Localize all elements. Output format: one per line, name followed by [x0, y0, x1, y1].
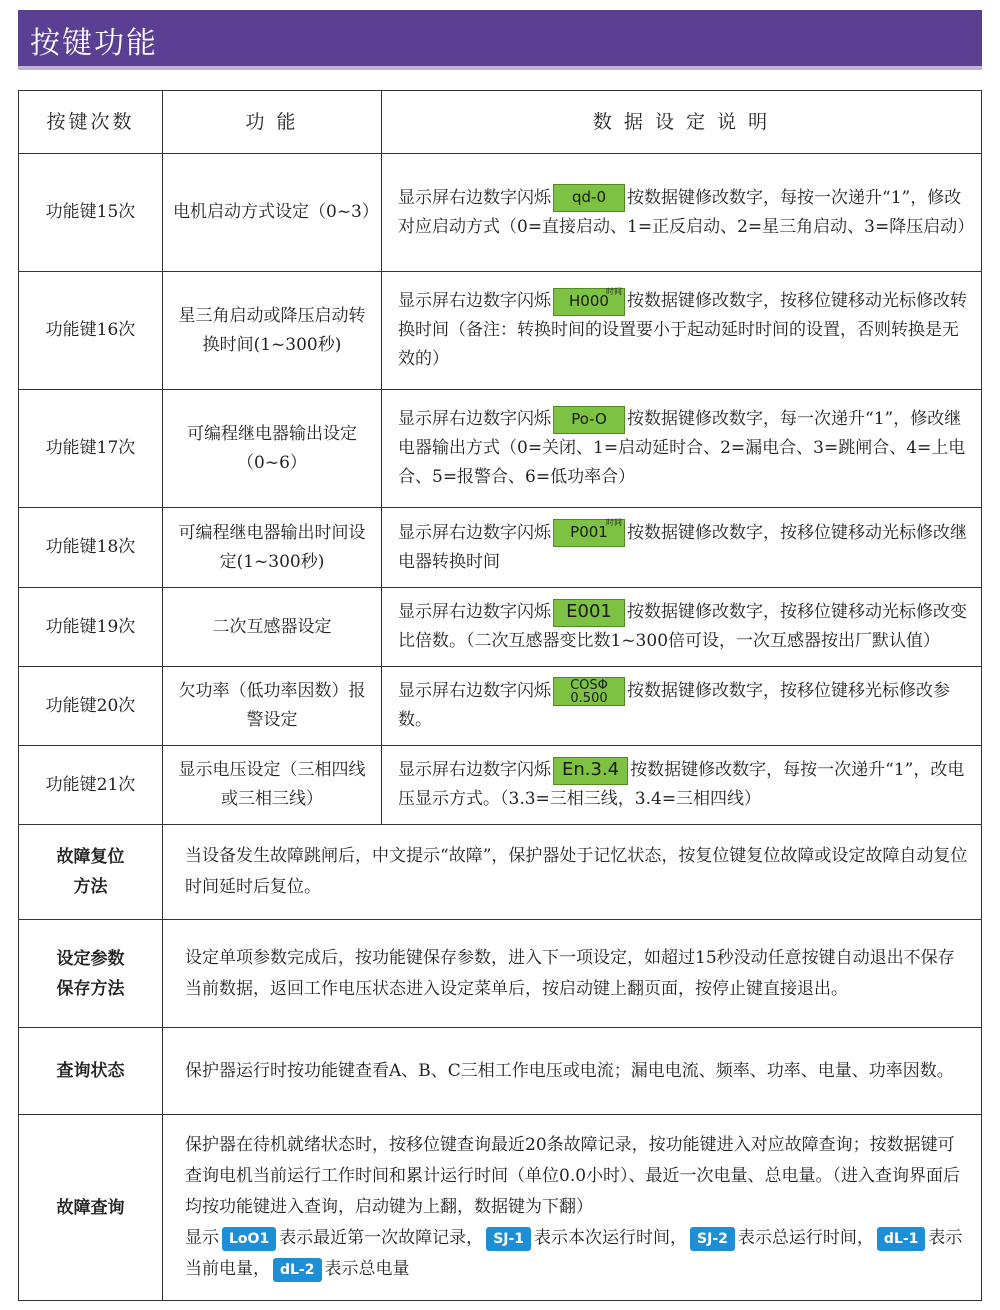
- fault-reset-text: 当设备发生故障跳闸后，中文提示“故障”，保护器处于记忆状态，按复位键复位故障或设定故障自动复位时间延时后复位。: [163, 825, 982, 920]
- chip-sj1-icon: SJ-1: [486, 1227, 531, 1251]
- function-cell: 星三角启动或降压启动转换时间(1~300秒): [163, 272, 382, 390]
- section-label-line2: 保存方法: [56, 978, 125, 999]
- lcd-text: qd-0: [572, 188, 606, 206]
- description-text: 按数据键修改数字，每一次递升“1”，修改继电器输出方式（0=关闭、1=启动延时合、2=漏电合、3=跳闸合、4=上电合、5=报警合、6=低功率合）: [398, 409, 966, 487]
- column-header-key-count: 按键次数: [19, 91, 163, 154]
- lcd-display-icon: [553, 288, 625, 316]
- description-prefix: 显示屏右边数字闪烁: [398, 187, 551, 208]
- key-count-cell: 功能键19次: [19, 588, 163, 667]
- description-text: 按数据键修改数字，按移位键移动光标修改转换时间（备注：转换时间的设置要小于起动延时时间的设置，否则转换是无效的）: [398, 291, 967, 369]
- description-text: 按数据键修改数字，每按一次递升“1”，改电压显示方式。（3.3=三相三线，3.4=三相四线）: [398, 760, 965, 809]
- chip-loo1-icon: LoO1: [222, 1227, 276, 1251]
- section-label-line2: 方法: [73, 877, 108, 897]
- description-prefix: 显示屏右边数字闪烁: [398, 760, 551, 780]
- save-method-row: [19, 920, 982, 1028]
- show-label: 显示: [185, 1228, 219, 1248]
- lcd-display-icon: [553, 599, 625, 627]
- chip-desc-5: 表示总电量: [324, 1259, 410, 1279]
- lcd-text: P001: [570, 523, 608, 541]
- table-row: [19, 154, 982, 272]
- query-status-row: [19, 1028, 982, 1115]
- fault-query-row: [19, 1115, 982, 1301]
- description-prefix: 显示屏右边数字闪烁: [398, 409, 551, 429]
- lcd-text: Po-O: [571, 409, 607, 428]
- description-prefix: 显示屏右边数字闪烁: [398, 681, 551, 701]
- section-label-line1: 设定参数: [56, 948, 125, 969]
- chip-desc-1: 表示最近第一次故障记录，: [279, 1228, 484, 1248]
- description-prefix: 显示屏右边数字闪烁: [398, 291, 551, 311]
- lcd-time-label: 时间: [606, 286, 622, 296]
- table-row: [19, 508, 982, 588]
- key-count-cell: 功能键16次: [19, 272, 163, 390]
- description-text: 按数据键修改数字，按移位键移光标修改参数。: [398, 681, 950, 730]
- table-row: [19, 746, 982, 825]
- chip-desc-3: 表示总运行时间，: [737, 1228, 874, 1248]
- description-cell: [382, 154, 982, 272]
- fault-reset-label: [19, 825, 163, 920]
- key-count-cell: 功能键21次: [19, 746, 163, 825]
- lcd-text: En.3.4: [562, 758, 620, 780]
- save-method-label: [19, 920, 163, 1028]
- key-function-table: [18, 90, 982, 1301]
- lcd-display-icon: [553, 519, 625, 547]
- description-prefix: 显示屏右边数字闪烁: [398, 602, 551, 622]
- header-banner: [18, 10, 982, 66]
- description-cell: [382, 667, 982, 746]
- description-cell: [382, 508, 982, 588]
- fault-query-text: 保护器在待机就绪状态时，按移位键查询最近20条故障记录，按功能键进入对应故障查询；按数据键可查询电机当前运行工作时间和累计运行时间（单位0.0小时）、最近一次电量、总电量。（进入查询界面后均按功能键进入查询，启动键为上翻，数据键为下翻）: [185, 1135, 961, 1217]
- page-title: 按键功能: [30, 26, 158, 61]
- chip-dl2-icon: dL-2: [273, 1258, 322, 1282]
- query-status-label: 查询状态: [19, 1028, 163, 1115]
- column-header-function: 功 能: [163, 91, 382, 154]
- lcd-display-icon: [553, 757, 628, 785]
- key-count-cell: 功能键17次: [19, 390, 163, 508]
- chip-dl1-icon: dL-1: [877, 1227, 926, 1251]
- chip-desc-4: 表示当前电量，: [185, 1228, 963, 1279]
- function-cell: 显示电压设定（三相四线或三相三线）: [163, 746, 382, 825]
- column-header-description: 数 据 设 定 说 明: [382, 91, 982, 154]
- function-cell: 二次互感器设定: [163, 588, 382, 667]
- chip-sj2-icon: SJ-2: [690, 1227, 735, 1251]
- lcd-display-icon: [553, 677, 625, 706]
- fault-reset-row: [19, 825, 982, 920]
- fault-query-cell: [163, 1115, 982, 1301]
- save-method-text: 设定单项参数完成后，按功能键保存参数，进入下一项设定，如超过15秒没动任意按键自动退出不保存当前数据，返回工作电压状态进入设定菜单后，按启动键上翻页面，按停止键直接退出。: [163, 920, 982, 1028]
- function-cell: 电机启动方式设定（0~3）: [163, 154, 382, 272]
- table-row: [19, 588, 982, 667]
- section-label-line1: 故障复位: [56, 847, 125, 867]
- fault-query-label: 故障查询: [19, 1115, 163, 1301]
- chip-desc-2: 表示本次运行时间，: [534, 1228, 688, 1248]
- function-cell: 可编程继电器输出时间设定(1~300秒): [163, 508, 382, 588]
- key-count-cell: 功能键15次: [19, 154, 163, 272]
- lcd-text: E001: [566, 600, 612, 622]
- function-cell: 可编程继电器输出设定（0~6）: [163, 390, 382, 508]
- key-count-cell: 功能键18次: [19, 508, 163, 588]
- lcd-display-icon: [553, 184, 625, 212]
- lcd-time-label: 时间: [606, 518, 622, 527]
- description-text: 按数据键修改数字，按移位键移动光标修改变比倍数。（二次互感器变比数1~300倍可设，一次互感器按出厂默认值）: [398, 602, 967, 651]
- description-cell: [382, 272, 982, 390]
- table-row: [19, 390, 982, 508]
- function-cell: 欠功率（低功率因数）报警设定: [163, 667, 382, 746]
- query-status-text: 保护器运行时按功能键查看A、B、C三相工作电压或电流；漏电电流、频率、功率、电量、功率因数。: [163, 1028, 982, 1115]
- table-row: [19, 272, 982, 390]
- description-prefix: 显示屏右边数字闪烁: [398, 522, 551, 543]
- description-cell: [382, 746, 982, 825]
- description-text: 按数据键修改数字，按移位键移动光标修改继电器转换时间: [398, 522, 967, 572]
- lcd-display-icon: [553, 406, 625, 434]
- table-header-row: [19, 91, 982, 154]
- lcd-text: H000: [569, 291, 609, 310]
- description-cell: [382, 390, 982, 508]
- description-cell: [382, 588, 982, 667]
- description-text: 按数据键修改数字，每按一次递升“1”，修改对应启动方式（0=直接启动、1=正反启动、2=星三角启动、3=降压启动）: [398, 187, 975, 237]
- key-count-cell: 功能键20次: [19, 667, 163, 746]
- table-row: [19, 667, 982, 746]
- lcd-text: COSΦ: [570, 678, 608, 693]
- lcd-text-line2: 0.500: [570, 691, 608, 706]
